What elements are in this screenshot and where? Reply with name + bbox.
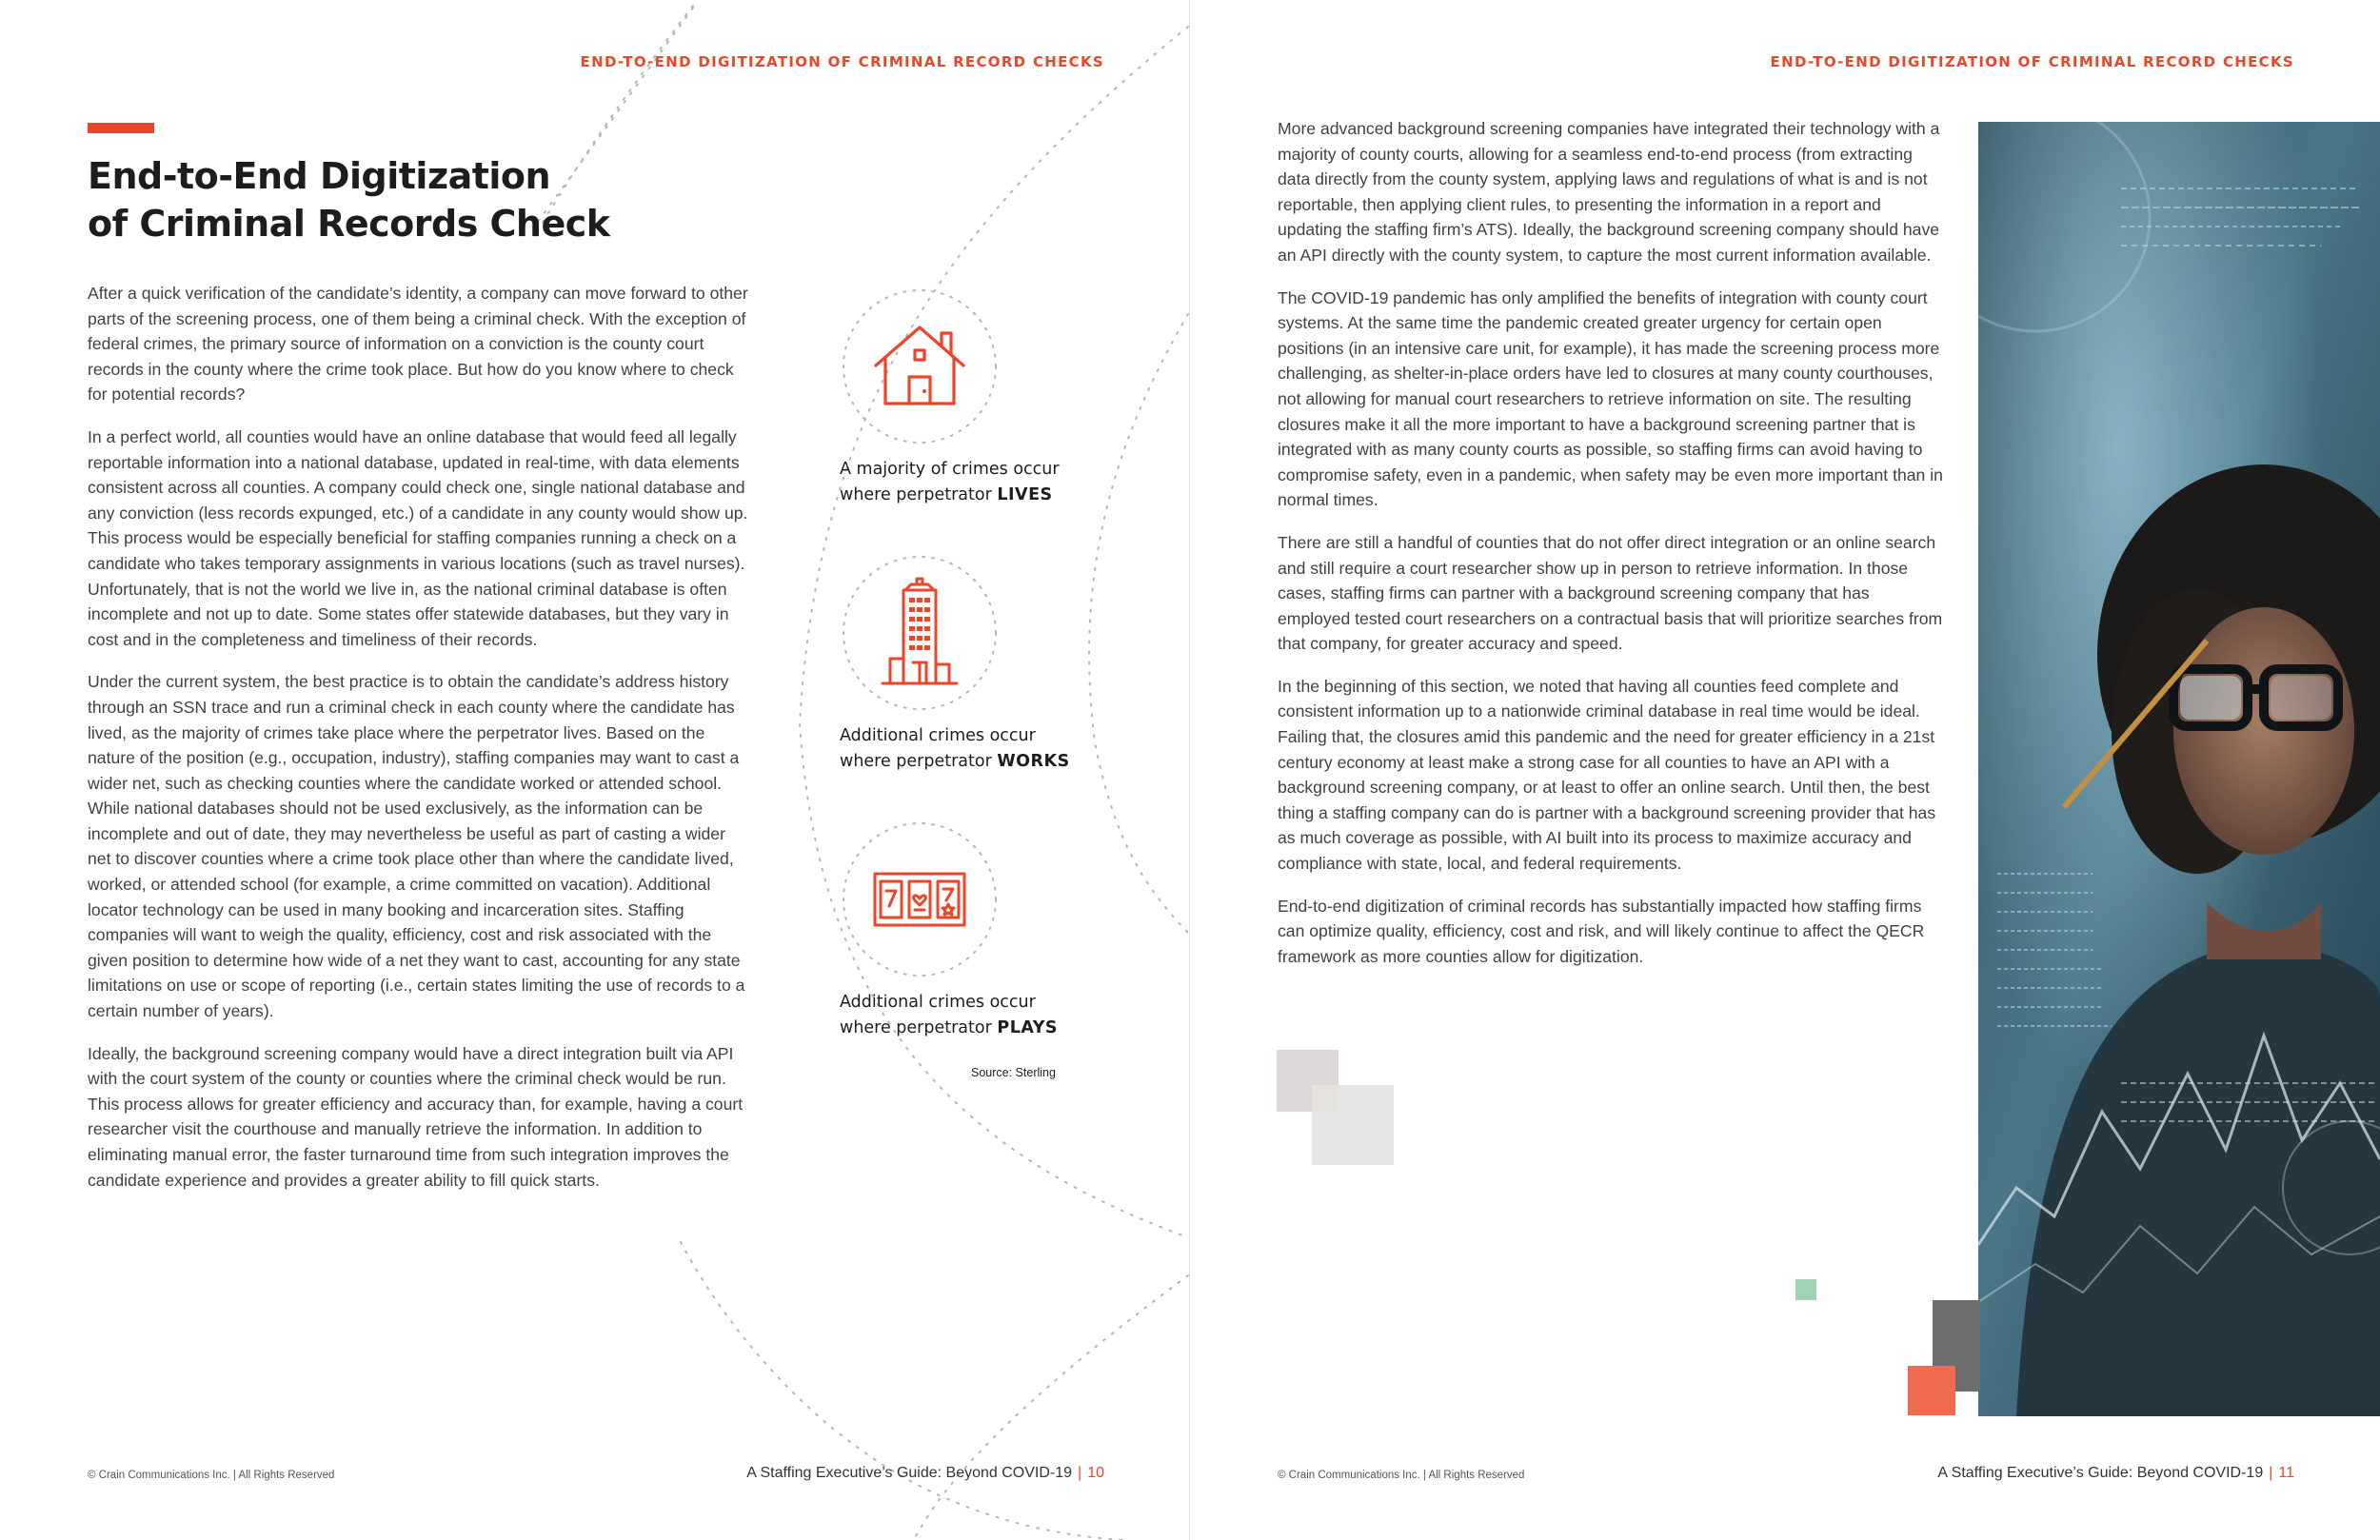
footer-title: A Staffing Executive’s Guide: Beyond COVID-19 xyxy=(1937,1465,2264,1481)
footer-copyright: © Crain Communications Inc. | All Rights Reserved xyxy=(1278,1470,1525,1481)
paragraph: In a perfect world, all counties would have an online database that would feed all legally reportable information into a national database, updated in real-time, with data elements consistent across all counties. A company could check one, single national database and any conviction (less records expunged, etc.) of a candidate in any county would show up. This process would be especially beneficial for staffing companies running a check on a candidate who takes temporary assignments in various locations (such as travel nurses). Unfortunately, that is not the world we live in, as the national criminal database is often incomplete and not up to date. Some states offer statewide databases, but they vary in cost and in the completeness and timeliness of their records. xyxy=(88,426,748,649)
footer xyxy=(746,1465,1104,1482)
fact-plays xyxy=(840,990,1125,1040)
page-title-line2: of Criminal Records Check xyxy=(88,203,610,245)
paragraph: Under the current system, the best practice is to obtain the candidate’s address history through an SSN trace and run a criminal check in each county where the candidate has lived, as the majority of crimes take place where the perpetrator lives. Based on the nature of the position (e.g., occupation, industry), staffing companies may want to cast a wider net, such as checking counties where the candidate worked or attended school. While national databases should not be used exclusively, as the information can be incomplete and out of date, they may nevertheless be useful as part of casting a wider net to discover counties where a crime took place other than where the candidate lived, worked, or attended school (for example, a crime committed on vacation). Additional locator technology can be used in many booking and incarceration sites. Staffing companies will want to weigh the quality, efficiency, cost and risk associated with the given position to determine how wide of a net they want to cast, accounting for any state limitations on use or scope of reporting (i.e., certain states limiting the use of records to a certain number of years). xyxy=(88,672,745,1021)
running-header: END-TO-END DIGITIZATION OF CRIMINAL RECORD CHECKS xyxy=(580,53,1104,70)
office-building-icon xyxy=(843,556,997,710)
paragraph: End-to-end digitization of criminal records has substantially impacted how staffing firms can optimize quality, efficiency, cost and risk, and will likely continue to affect the QECR framework as more counties allow for digitization. xyxy=(1278,896,1925,966)
fact-line2: where perpetrator xyxy=(840,484,998,504)
fact-line1: Additional crimes occur xyxy=(840,726,1036,745)
paragraph: The COVID-19 pandemic has only amplified the benefits of integration with county court systems. At the same time the pandemic created greater urgency for certain open positions (in an intensive care unit, for example), it has made the screening process more challenging, as shelter-in-place orders have led to closures at many county courthouses, not allowing for manual court researchers to retrieve information on site. The resulting closures make it all the more important to have a background screening partner that is integrated with as many county courts as possible, so staffing firms can avoid having to compromise safety, even in a pandemic, when safety may be even more important than in normal times. xyxy=(1278,287,1943,510)
fact-line1: Additional crimes occur xyxy=(840,993,1036,1012)
page-title-line1: End-to-End Digitization xyxy=(88,155,551,197)
fact-emphasis: LIVES xyxy=(997,484,1053,504)
right-page xyxy=(1190,0,2380,1540)
paragraph: There are still a handful of counties that do not offer direct integration or an online search and still require a court researcher show up in person to retrieve information. In those cases, staffing firms can partner with a background screening company that has employed tested court researchers on a contractual basis that will prioritize searches from that company, for greater accuracy and speed. xyxy=(1278,532,1943,654)
slot-machine-icon xyxy=(843,822,997,977)
paragraph: In the beginning of this section, we noted that having all counties feed complete and consistent information up to a nationwide criminal database in real time would be ideal. Failing that, the closures amid this pandemic and the need for greater efficiency in a 21st century economy at least make a strong case for all counties to have an API with a background screening company, or at least to offer an online search. Until then, the best thing a staffing company can do is partner with a background screening provider that has as much coverage as possible, with AI built into its process to maximize accuracy and compliance with state, local, and federal requirements. xyxy=(1278,676,1936,874)
fact-line2: where perpetrator xyxy=(840,751,998,771)
paragraph: Ideally, the background screening company would have a direct integration built via API with the court system of the county or counties where the criminal check would be run. This process allows for greater efficiency and accuracy than, for example, having a court researcher visit the courthouse and manually retrieve the information. In addition to eliminating manual error, the faster turnaround time from such integration improves the candidate experience and provides a greater ability to fill quick starts. xyxy=(88,1043,744,1190)
page-number: 11 xyxy=(2278,1465,2294,1481)
woman-with-glasses-photo xyxy=(1978,122,2380,1416)
footer-copyright: © Crain Communications Inc. | All Rights Reserved xyxy=(88,1470,335,1481)
decorative-square xyxy=(1908,1366,1955,1415)
fact-emphasis: WORKS xyxy=(997,751,1070,771)
fact-emphasis: PLAYS xyxy=(997,1017,1058,1037)
source-note: Source: Sterling xyxy=(971,1066,1056,1079)
paragraph: More advanced background screening companies have integrated their technology with a majority of county courts, allowing for a seamless end-to-end process (from extracting data directly from the county system, applying laws and regulations of what is and is not reportable, then applying client rules, to presenting the information in a report and updating the staffing firm’s ATS). Ideally, the background screening company should have an API directly with the county system, to capture the most current information available. xyxy=(1278,119,1940,265)
house-icon xyxy=(843,289,997,444)
page-number: 10 xyxy=(1087,1465,1104,1481)
decorative-square xyxy=(1312,1085,1394,1165)
paragraph: After a quick verification of the candidate’s identity, a company can move forward to other parts of the screening process, one of them being a criminal check. With the exception of federal crimes, the primary source of information on a conviction is the county court records in the county where the crime took place. But how do you know where to check for potential records? xyxy=(88,284,748,405)
footer-separator: | xyxy=(1078,1465,1082,1481)
page-title xyxy=(88,152,621,247)
title-accent-bar xyxy=(88,123,154,133)
footer-separator: | xyxy=(2269,1465,2273,1481)
fact-line2: where perpetrator xyxy=(840,1017,998,1037)
fact-line1: A majority of crimes occur xyxy=(840,460,1060,479)
decorative-square xyxy=(1795,1279,1816,1300)
fact-works xyxy=(840,723,1125,774)
left-body-text xyxy=(88,281,752,1210)
footer xyxy=(1937,1465,2294,1482)
footer-title: A Staffing Executive’s Guide: Beyond COVID-19 xyxy=(746,1465,1073,1481)
fact-lives xyxy=(840,457,1125,507)
running-header: END-TO-END DIGITIZATION OF CRIMINAL RECORD CHECKS xyxy=(1770,53,2294,70)
